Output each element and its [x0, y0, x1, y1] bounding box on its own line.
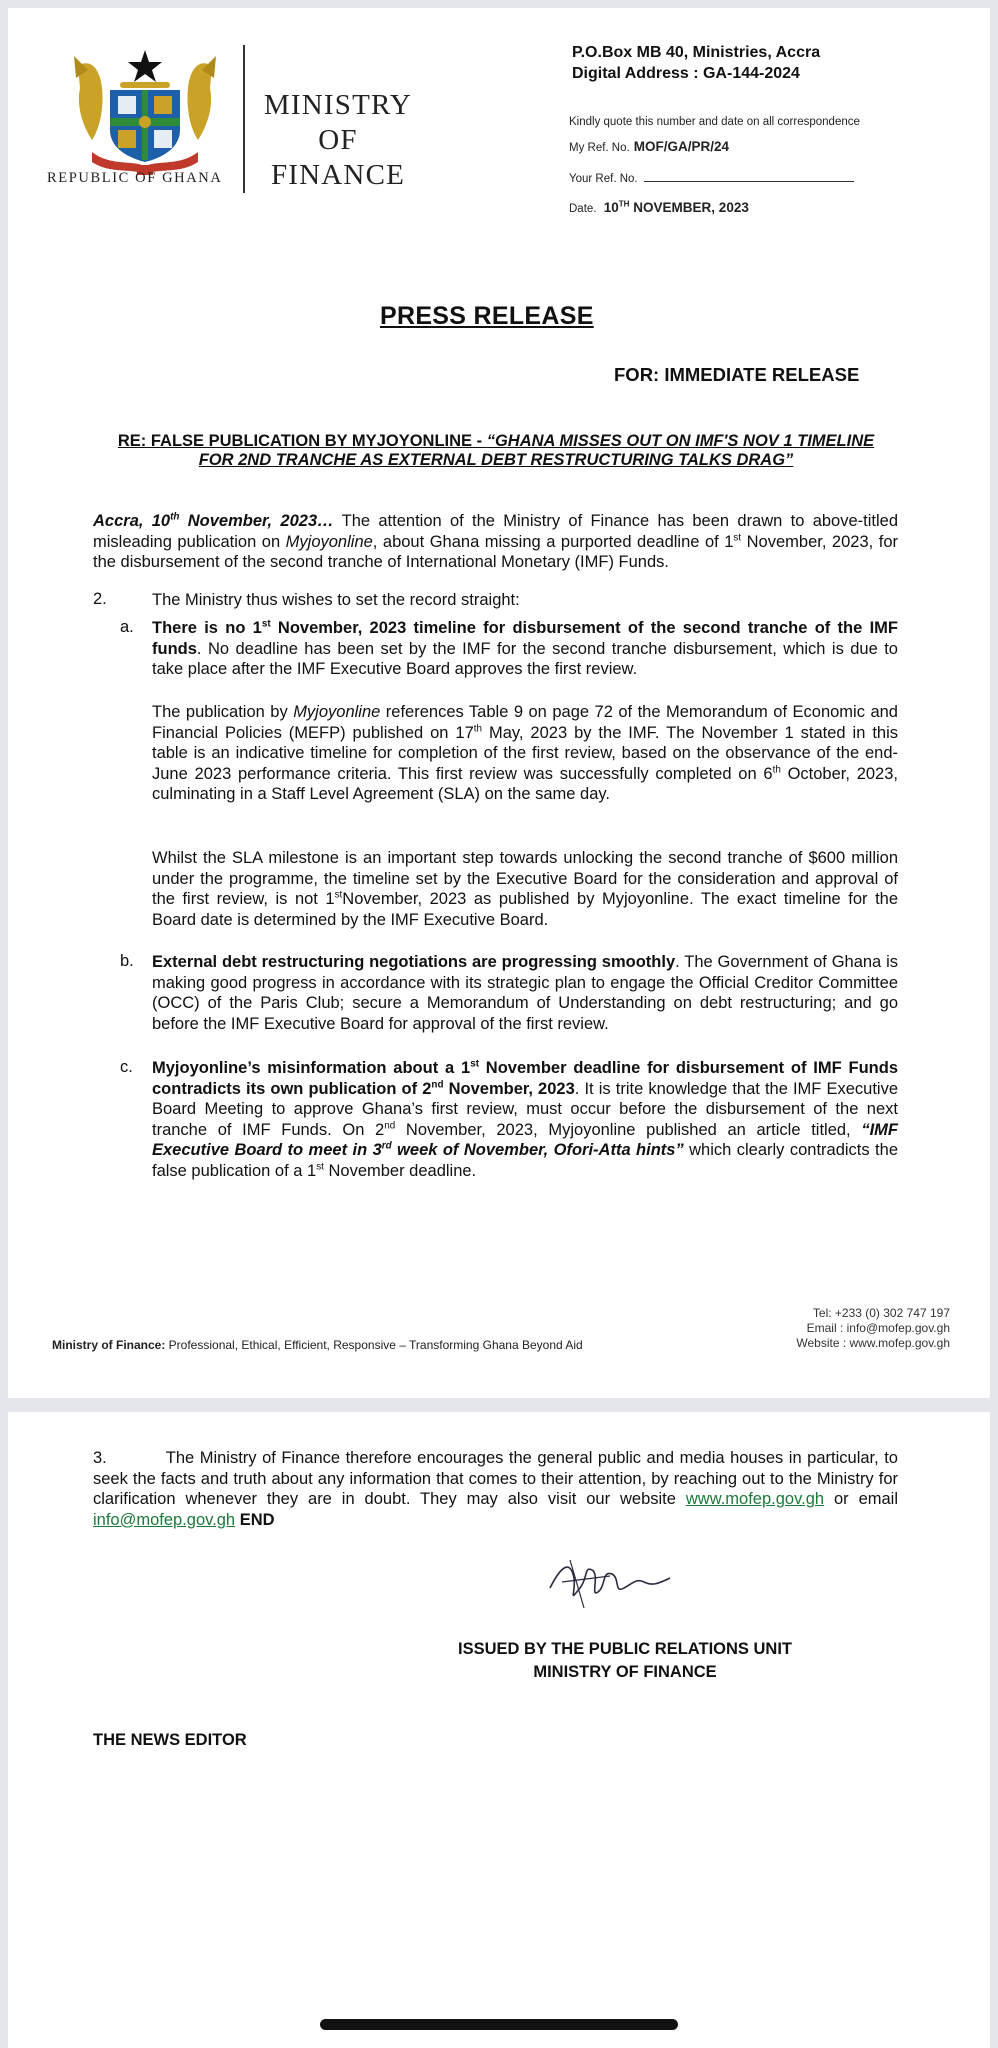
- website-link[interactable]: www.mofep.gov.gh: [685, 1490, 825, 1508]
- item-a-paragraph-2: The publication by Myjoyonline references Table 9 on page 72 of the Memorandum of Economic and Financial Policies (MEFP) published on 17th May, 2023 by the IMF. The November 1 stated in this table is an indicative timeline for completion of the first review, based on the observance of the end-June 2023 performance criteria. This first review was successfully completed on 6th October, 2023, culminating in a Staff Level Agreement (SLA) on the same day.: [152, 703, 898, 803]
- contact-block: [796, 1306, 950, 1351]
- subject-headline: “GHANA MISSES OUT ON IMF'S NOV 1 TIMELINE FOR 2ND TRANCHE AS EXTERNAL DEBT RESTRUCTURING TALKS DRAG”: [198, 432, 875, 469]
- press-release-title: PRESS RELEASE: [380, 302, 594, 330]
- ministry-line-3: FINANCE: [270, 159, 406, 191]
- contact-email: Email : info@mofep.gov.gh: [806, 1321, 950, 1335]
- your-ref-blank-line: [644, 172, 854, 182]
- contact-website: Website : www.mofep.gov.gh: [796, 1336, 950, 1350]
- contact-tel: Tel: +233 (0) 302 747 197: [812, 1306, 950, 1320]
- item-c-paragraph: Myjoyonline’s misinformation about a 1st November deadline for disbursement of IMF Funds contradicts its own publication of 2nd November, 2023. It is trite knowledge that the IMF Executive Board Meeting to approve Ghana’s first review, must occur before the disbursement of the next tranche of IMF Funds. On 2nd November, 2023, Myjoyonline published an article titled, “IMF Executive Board to meet in 3rd week of November, Ofori-Atta hints” which clearly contradicts the false publication of a 1st November deadline.: [152, 1058, 899, 1180]
- date-label: Date.: [569, 203, 597, 215]
- issued-line-1: ISSUED BY THE PUBLIC RELATIONS UNIT: [458, 1640, 792, 1658]
- issued-line-2: MINISTRY OF FINANCE: [533, 1663, 717, 1681]
- my-ref-value: MOF/GA/PR/24: [633, 139, 729, 154]
- republic-of-ghana-label: REPUBLIC OF GHANA: [47, 170, 223, 186]
- date-value: 10TH NOVEMBER, 2023: [603, 199, 749, 215]
- your-ref-label: Your Ref. No.: [569, 173, 638, 185]
- ministry-line-2: OF: [318, 124, 358, 156]
- paragraph-2-text: The Ministry thus wishes to set the record straight:: [152, 591, 520, 609]
- address-line-2: Digital Address : GA-144-2024: [572, 65, 800, 82]
- immediate-release-label: FOR: IMMEDIATE RELEASE: [614, 364, 860, 385]
- paragraph-3-number: 3.: [93, 1449, 107, 1467]
- subject-heading: [116, 432, 876, 470]
- ministry-line-1: MINISTRY: [263, 89, 413, 121]
- paragraph-2-number: 2.: [93, 590, 107, 608]
- item-a-paragraph-3: Whilst the SLA milestone is an important step towards unlocking the second tranche of $600 million under the programme, the timeline set by the Executive Board for the consideration and approval of the first review, is not 1stNovember, 2023 as published by Myjoyonline. The exact timeline for the Board date is determined by the IMF Executive Board.: [152, 849, 899, 929]
- my-ref-label: My Ref. No.: [569, 142, 630, 154]
- issued-by-block: [380, 1638, 870, 1684]
- item-a-paragraph-1: There is no 1st November, 2023 timeline for disbursement of the second tranche of the IMF funds. No deadline has been set by the IMF for the second tranche disbursement, which is due to take place after the IMF Executive Board approves the first review.: [152, 618, 898, 678]
- paragraph-3: 3. The Ministry of Finance therefore encourages the general public and media houses in particular, to seek the facts and truth about any information that comes to their attention, by reaching out to the Ministry for clarification whenever they are in doubt. They may also visit our website www.mofep.gov.gh or email info@mofep.gov.gh END: [93, 1449, 898, 1529]
- ghana-coat-of-arms: [70, 48, 220, 178]
- email-link[interactable]: info@mofep.gov.gh: [93, 1510, 236, 1529]
- your-ref-row: [569, 172, 854, 185]
- ministry-of-finance-logo: [253, 88, 423, 193]
- item-a-label: a.: [120, 618, 134, 636]
- home-indicator[interactable]: [320, 2019, 678, 2030]
- item-c-label: c.: [120, 1058, 133, 1076]
- address-line-1: P.O.Box MB 40, Ministries, Accra: [572, 44, 821, 61]
- letterhead-divider: [243, 45, 245, 193]
- footer-motto: Ministry of Finance: Professional, Ethical, Efficient, Responsive – Transforming Ghana Beyond Aid: [52, 1338, 583, 1352]
- intro-paragraph: Accra, 10th November, 2023… The attention of the Ministry of Finance has been drawn to above-titled misleading publication on Myjoyonline, about Ghana missing a purported deadline of 1st November, 2023, for the disbursement of the second tranche of International Monetary (IMF) Funds.: [93, 511, 898, 571]
- quote-note: Kindly quote this number and date on all correspondence: [569, 116, 860, 128]
- my-ref-row: [569, 139, 729, 154]
- subject-prefix: RE: FALSE PUBLICATION BY MYJOYONLINE -: [117, 432, 487, 450]
- postal-address: [572, 42, 820, 84]
- item-b-label: b.: [120, 952, 134, 970]
- date-row: [569, 200, 749, 215]
- news-editor-label: THE NEWS EDITOR: [93, 1731, 247, 1749]
- item-b-paragraph: External debt restructuring negotiations are progressing smoothly. The Government of Ghana is making good progress in accordance with its strategic plan to engage the Official Creditor Committee (OCC) of the Paris Club; secure a Memorandum of Understanding on debt restructuring; and go before the IMF Executive Board for approval of the first review.: [152, 953, 898, 1033]
- signature: [540, 1548, 680, 1618]
